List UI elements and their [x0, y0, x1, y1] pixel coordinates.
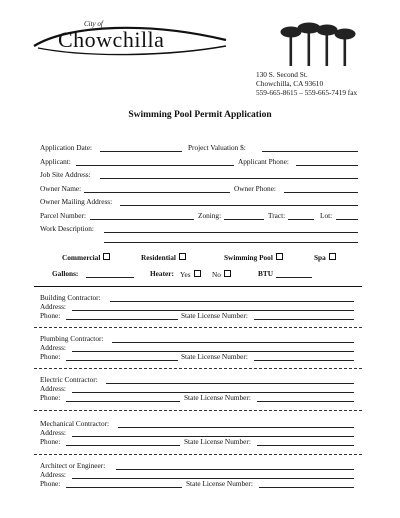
address-city: Chowchilla, CA 93610 — [256, 79, 324, 88]
spa-option[interactable] — [314, 253, 336, 262]
owner-mailing-field[interactable] — [120, 205, 358, 206]
architect-address-label: Address: — [40, 470, 66, 479]
plumbing-license-label: State License Number: — [181, 352, 248, 361]
application-date-field[interactable] — [100, 151, 182, 152]
lot-field[interactable] — [336, 219, 358, 220]
address-phone: 559-665-8615 – 559-665-7419 fax — [256, 88, 358, 97]
electric-phone-field[interactable] — [66, 401, 180, 402]
commercial-checkbox[interactable] — [103, 253, 110, 260]
parcel-label: Parcel Number: — [40, 211, 86, 220]
work-description-field-2[interactable] — [104, 242, 358, 243]
job-site-field[interactable] — [100, 178, 358, 179]
commercial-option[interactable] — [62, 253, 110, 262]
applicant-label: Applicant: — [40, 157, 71, 166]
mechanical-address-label: Address: — [40, 428, 66, 437]
zoning-field[interactable] — [224, 219, 264, 220]
electric-address-label: Address: — [40, 384, 66, 393]
section-divider — [34, 286, 362, 287]
project-valuation-field[interactable] — [262, 151, 358, 152]
swimming-pool-option[interactable] — [224, 253, 283, 262]
heater-no-label: No — [212, 270, 221, 279]
architect-label: Architect or Engineer: — [40, 461, 106, 470]
logo-big-text: Chowchilla — [58, 27, 165, 52]
owner-name-label: Owner Name: — [40, 184, 82, 193]
heater-no-option[interactable] — [212, 270, 231, 279]
swimming-pool-label: Swimming Pool — [224, 253, 273, 262]
owner-name-field[interactable] — [84, 192, 230, 193]
applicant-phone-field[interactable] — [296, 165, 358, 166]
heater-label: Heater: — [150, 269, 174, 278]
mechanical-license-label: State License Number: — [184, 437, 251, 446]
mechanical-section-separator — [34, 454, 362, 455]
building-license-field[interactable] — [254, 319, 354, 320]
tract-field[interactable] — [288, 219, 314, 220]
work-description-label: Work Description: — [40, 224, 94, 233]
btu-field[interactable] — [276, 277, 312, 278]
form-title: Swimming Pool Permit Application — [128, 110, 272, 120]
mechanical-license-field[interactable] — [257, 445, 354, 446]
electric-section-separator — [34, 410, 362, 411]
application-date-label: Application Date: — [40, 143, 93, 152]
building-phone-label: Phone: — [40, 311, 61, 320]
architect-license-field[interactable] — [259, 487, 354, 488]
zoning-label: Zoning: — [198, 211, 222, 220]
logo-small-text: City of — [84, 20, 103, 28]
btu-label: BTU — [258, 269, 274, 278]
electric-license-field[interactable] — [257, 401, 354, 402]
spa-checkbox[interactable] — [329, 253, 336, 260]
electric-phone-label: Phone: — [40, 393, 61, 402]
plumbing-section-separator — [34, 368, 362, 369]
project-valuation-label: Project Valuation $: — [188, 143, 246, 152]
building-contractor-field[interactable] — [110, 301, 354, 302]
applicant-field[interactable] — [76, 165, 234, 166]
architect-field[interactable] — [116, 469, 354, 470]
plumbing-phone-field[interactable] — [66, 360, 178, 361]
residential-label: Residential — [141, 253, 176, 262]
heater-yes-label: Yes — [180, 270, 191, 279]
plumbing-phone-label: Phone: — [40, 352, 61, 361]
lot-label: Lot: — [320, 211, 333, 220]
residential-checkbox[interactable] — [179, 253, 186, 260]
plumbing-license-field[interactable] — [254, 360, 354, 361]
building-address-label: Address: — [40, 302, 66, 311]
job-site-label: Job Site Address: — [40, 170, 91, 179]
swimming-pool-checkbox[interactable] — [276, 253, 283, 260]
heater-no-checkbox[interactable] — [224, 270, 231, 277]
building-section-separator — [34, 327, 362, 328]
mechanical-contractor-label: Mechanical Contractor: — [40, 419, 110, 428]
parcel-field[interactable] — [90, 219, 194, 220]
city-logo — [30, 18, 230, 62]
gallons-label: Gallons: — [52, 269, 79, 278]
owner-mailing-label: Owner Mailing Address: — [40, 197, 113, 206]
electric-contractor-field[interactable] — [106, 383, 354, 384]
owner-phone-field[interactable] — [284, 192, 358, 193]
architect-phone-field[interactable] — [66, 487, 182, 488]
architect-license-label: State License Number: — [186, 479, 253, 488]
mechanical-phone-label: Phone: — [40, 437, 61, 446]
residential-option[interactable] — [141, 253, 186, 262]
owner-phone-label: Owner Phone: — [234, 184, 276, 193]
plumbing-contractor-field[interactable] — [112, 342, 354, 343]
heater-yes-checkbox[interactable] — [194, 270, 201, 277]
building-license-label: State License Number: — [181, 311, 248, 320]
heater-yes-option[interactable] — [180, 270, 201, 279]
mechanical-phone-field[interactable] — [66, 445, 180, 446]
commercial-label: Commercial — [62, 253, 101, 262]
tract-label: Tract: — [268, 211, 286, 220]
mechanical-contractor-field[interactable] — [118, 427, 354, 428]
plumbing-contractor-label: Plumbing Contractor: — [40, 334, 104, 343]
palm-trees-icon — [280, 20, 360, 66]
gallons-field[interactable] — [86, 277, 134, 278]
plumbing-address-label: Address: — [40, 343, 66, 352]
spa-label: Spa — [314, 253, 326, 262]
address-street: 130 S. Second St. — [256, 70, 308, 79]
electric-license-label: State License Number: — [184, 393, 251, 402]
building-contractor-label: Building Contractor: — [40, 293, 101, 302]
applicant-phone-label: Applicant Phone: — [238, 157, 289, 166]
architect-phone-label: Phone: — [40, 479, 61, 488]
work-description-field[interactable] — [104, 232, 358, 233]
electric-contractor-label: Electric Contractor: — [40, 375, 98, 384]
building-phone-field[interactable] — [66, 319, 178, 320]
